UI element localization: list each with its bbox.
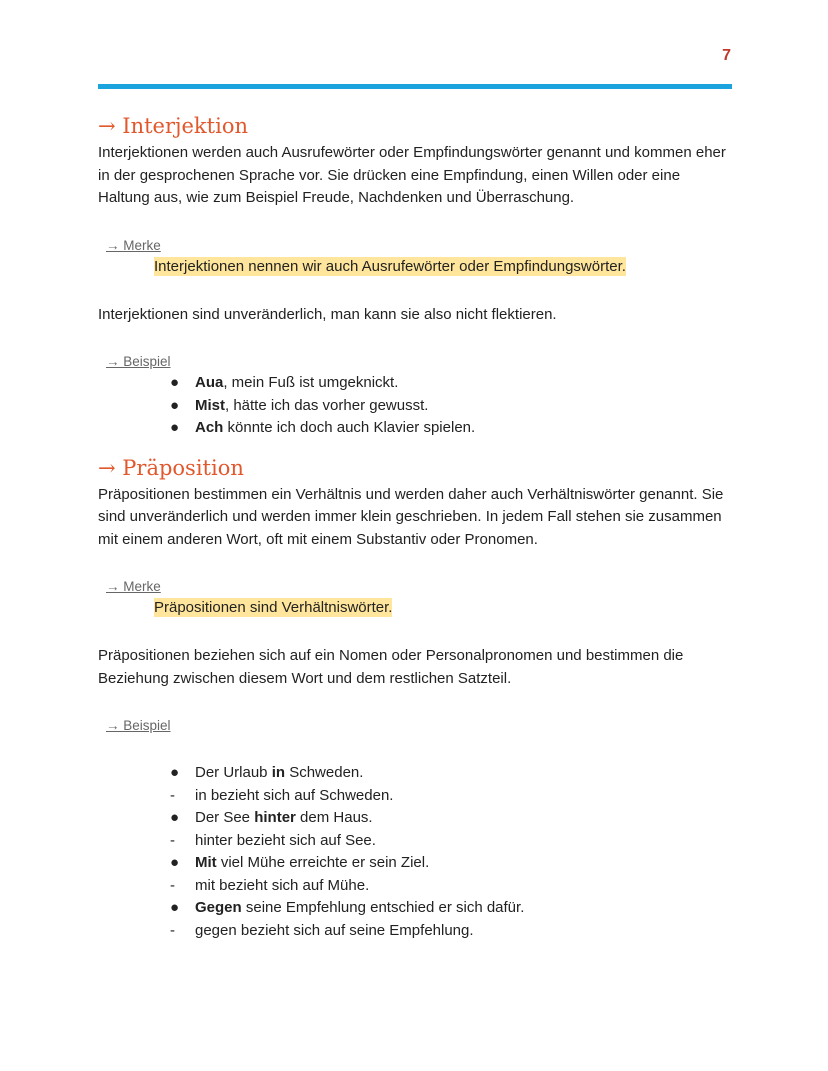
example-list: [98, 372, 732, 440]
document-content: [98, 110, 732, 942]
bullet-icon: ●: [170, 764, 180, 781]
merke-highlight: Präpositionen sind Verhältniswörter.: [154, 599, 393, 616]
list-item: ● Gegen seine Empfehlung entschied er sich dafür.: [170, 897, 732, 920]
list-item: ● Mit viel Mühe erreichte er sein Ziel.: [170, 852, 732, 875]
dash-icon: -: [170, 921, 175, 939]
list-item: - gegen bezieht sich auf seine Empfehlung.: [170, 920, 732, 943]
bullet-icon: ●: [170, 854, 180, 871]
list-item: ● Mist, hätte ich das vorher gewusst.: [170, 395, 732, 418]
intro-paragraph: Interjektionen werden auch Ausrufewörter oder Empfindungswörter genannt und kommen eher in der gesprochenen Sprache vor. Sie drücken eine Empfindung, einen Willen oder eine Haltung aus, wie zum Beispiel Freude, Nachdenken und Überraschung.: [98, 144, 726, 206]
heading-praeposition: → Präposition: [98, 455, 244, 480]
section-praeposition: [98, 452, 732, 943]
bullet-icon: ●: [170, 899, 180, 916]
example-list: [98, 762, 732, 942]
list-item: ● Der See hinter dem Haus.: [170, 807, 732, 830]
dash-icon: -: [170, 786, 175, 804]
merke-label: → Merke: [106, 237, 161, 253]
list-item: ● Aua, mein Fuß ist umgeknickt.: [170, 372, 732, 395]
header-rule: [98, 84, 732, 89]
dash-icon: -: [170, 831, 175, 849]
dash-icon: -: [170, 876, 175, 894]
bullet-icon: ●: [170, 396, 180, 414]
beispiel-label: → Beispiel: [106, 354, 171, 369]
list-item: - hinter bezieht sich auf See.: [170, 830, 732, 853]
heading-interjektion: → Interjektion: [98, 114, 248, 138]
bullet-icon: ●: [170, 419, 180, 436]
section-interjektion: [98, 110, 732, 440]
merke-label: → Merke: [106, 579, 161, 594]
list-item: ● Ach könnte ich doch auch Klavier spielen.: [170, 417, 732, 440]
bullet-icon: ●: [170, 809, 180, 826]
list-item: ● Der Urlaub in Schweden.: [170, 762, 732, 785]
merke-highlight: Interjektionen nennen wir auch Ausrufewörter oder Empfindungswörter.: [154, 257, 626, 275]
beispiel-label: → Beispiel: [106, 718, 171, 733]
body-paragraph: Präpositionen beziehen sich auf ein Nomen oder Personalpronomen und bestimmen die Beziehung zwischen diesem Wort und dem restlichen Satzteil.: [98, 647, 684, 687]
bullet-icon: ●: [170, 374, 180, 391]
list-item: - in bezieht sich auf Schweden.: [170, 785, 732, 808]
list-item: - mit bezieht sich auf Mühe.: [170, 875, 732, 898]
intro-paragraph: Präpositionen bestimmen ein Verhältnis und werden daher auch Verhältniswörter genannt. Sie sind unveränderlich und werden immer klein geschrieben. In jedem Fall stehen sie zusammen mit einem anderen Wort, oft mit einem Substantiv oder Pronomen.: [98, 485, 724, 548]
page-number: 7: [722, 47, 731, 64]
body-paragraph: Interjektionen sind unveränderlich, man kann sie also nicht flektieren.: [98, 305, 557, 323]
